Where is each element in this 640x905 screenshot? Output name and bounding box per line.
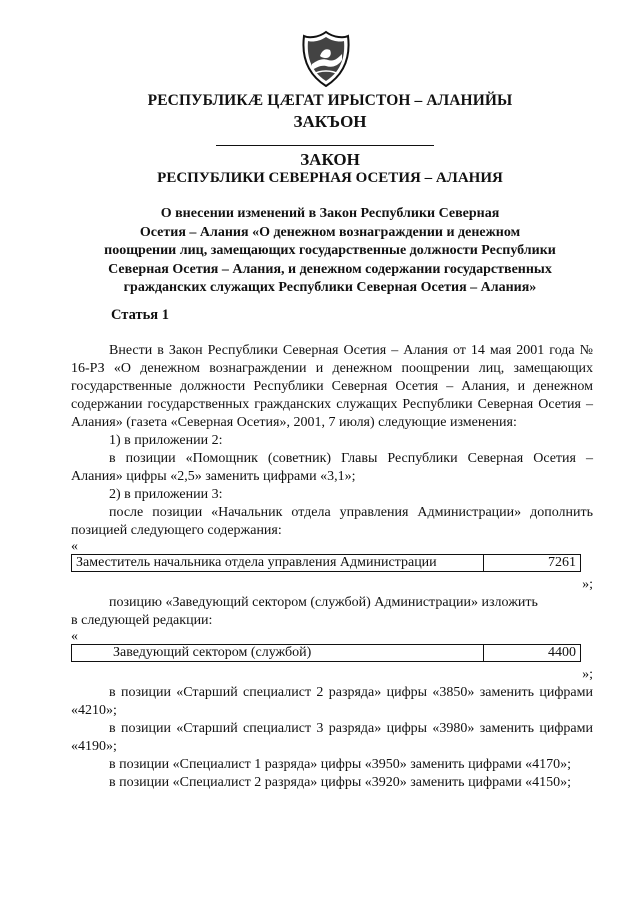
salary-value-cell: 7261 (484, 555, 581, 572)
subject-line: поощрении лиц, замещающих государственные должности Республики (104, 243, 556, 258)
item-text: позицию «Заведующий сектором (службой) Администрации» изложить (109, 595, 538, 610)
change-item: в позиции «Старший специалист 3 разряда» цифры «3980» заменить цифрами «4190»; (71, 721, 593, 754)
subject-line: Северная Осетия – Алания, и денежном содержании государственных (108, 261, 552, 277)
header-divider (216, 145, 434, 146)
open-quote: « (71, 539, 78, 554)
article-intro: Внести в Закон Республики Северная Осетия – Алания от 14 мая 2001 года № 16-РЗ «О денежном вознаграждении и денежном поощрении лиц, замещающих государственные должности Республики Северная Осетия – Алания, и денежном содержании государственных гражданских служащих Республики Северная Осетия – Алания» (газета «Северная Осетия», 2001, 7 июля) следующие изменения: (71, 343, 593, 430)
item-text: в следующей редакции: (71, 613, 213, 628)
subject-line: гражданских служащих Республики Северная Осетия – Алания» (123, 280, 537, 295)
position-name-cell: Заведующий сектором (службой) (72, 645, 484, 662)
subject-line: Осетия – Алания «О денежном вознаграждении и денежном (139, 224, 521, 240)
republic-title-russian: РЕСПУБЛИКИ СЕВЕРНАЯ ОСЕТИЯ – АЛАНИЯ (157, 170, 503, 186)
subject-line: О внесении изменений в Закон Республики Северная (160, 206, 500, 221)
position-name-cell: Заместитель начальника отдела управления Администрации (72, 555, 484, 572)
coat-of-arms-icon (300, 30, 352, 88)
item-text: в позиции «Помощник (советник) Главы Республики Северная Осетия – Алания» цифры «2,5» заменить цифрами «3,1»; (71, 451, 593, 484)
position-table (71, 644, 581, 662)
salary-value-cell: 4400 (484, 645, 581, 662)
close-quote: »; (582, 667, 593, 682)
item-heading: 1) в приложении 2: (109, 433, 223, 448)
table-row (72, 555, 581, 572)
open-quote: « (71, 629, 78, 644)
article-title: Статья 1 (111, 307, 169, 323)
law-title-russian: ЗАКОН (300, 150, 360, 169)
position-table (71, 554, 581, 572)
item-text: после позиции «Начальник отдела управления Администрации» дополнить позицией следующего содержания: (71, 505, 593, 538)
law-subject (80, 205, 580, 298)
table-row (72, 645, 581, 662)
change-item: в позиции «Старший специалист 2 разряда» цифры «3850» заменить цифрами «4210»; (71, 685, 593, 718)
change-item: в позиции «Специалист 1 разряда» цифры «3950» заменить цифрами «4170»; (109, 757, 572, 772)
change-item: в позиции «Специалист 2 разряда» цифры «3920» заменить цифрами «4150»; (109, 775, 572, 790)
article-body (71, 342, 593, 792)
item-heading: 2) в приложении 3: (109, 487, 223, 502)
close-quote: »; (582, 577, 593, 592)
republic-title-ossetian: РЕСПУБЛИКӔ ЦӔГАТ ИРЫСТОН – АЛАНИЙЫ (147, 92, 513, 109)
law-title-ossetian: ЗАКЪОН (293, 112, 367, 131)
